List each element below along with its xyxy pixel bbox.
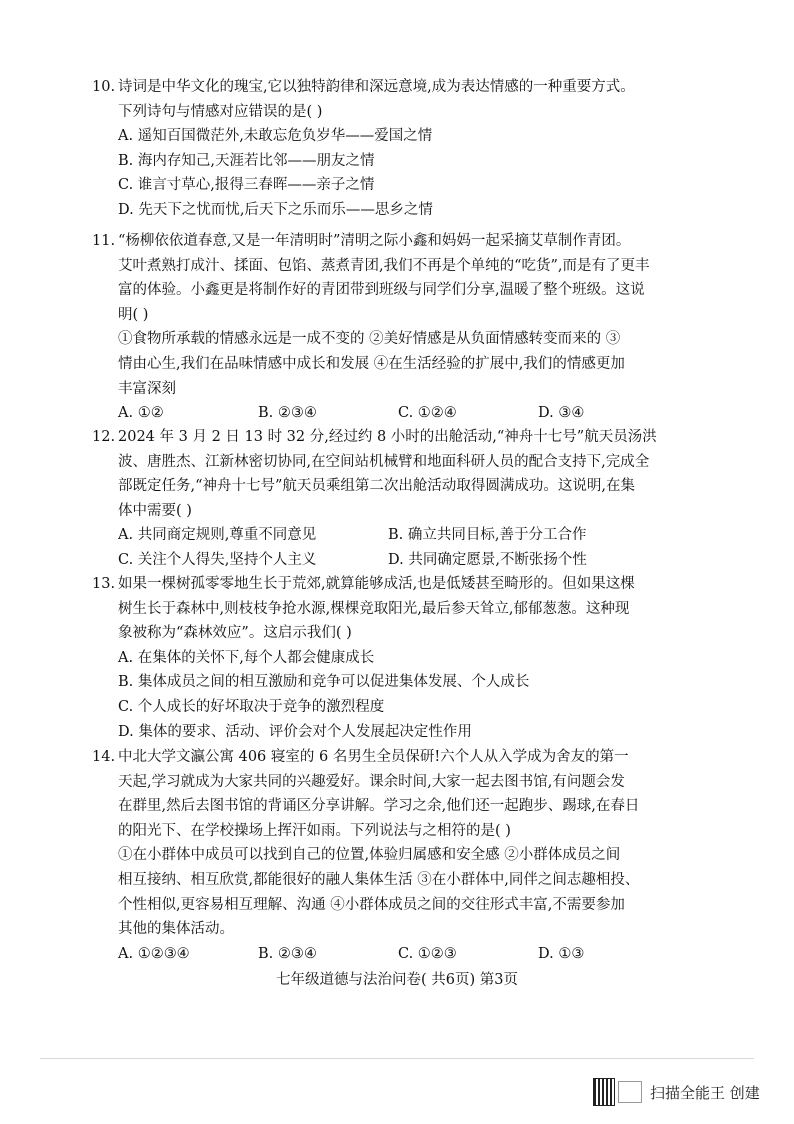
question-stem: 艾叶煮熟打成汁、揉面、包馅、蒸煮青团,我们不再是个单纯的“吃货”,而是有了更丰 — [118, 257, 650, 274]
question-stem: 波、唐胜杰、江新林密切协同,在空间站机械臂和地面科研人员的配合支持下,完成全 — [118, 453, 650, 470]
question-10 — [92, 75, 712, 223]
question-number: 10. — [92, 79, 116, 95]
option-c: C. ①②③ — [398, 945, 457, 962]
question-stem: 象被称为“森林效应”。这启示我们( ) — [118, 625, 352, 642]
question-stem: 部既定任务,“神舟十七号”航天员乘组第二次出舱活动取得圆满成功。这说明,在集 — [118, 478, 636, 495]
option-a: A. ①②③④ — [118, 945, 190, 962]
question-stem: 天起,学习就成为大家共同的兴趣爱好。课余时间,大家一起去图书馆,有问题会发 — [118, 773, 625, 790]
watermark-text: 扫描全能王 创建 — [650, 1083, 760, 1102]
option-b: B. 确立共同目标,善于分工合作 — [388, 527, 587, 544]
statement-line: 相互接纳、相互欣赏,都能很好的融人集体生活 ③在小群体中,同伴之间志趣相投、 — [118, 871, 640, 888]
option-d: D. 集体的要求、活动、评价会对个人发展起决定性作用 — [118, 723, 472, 740]
question-stem: 下列诗句与情感对应错误的是( ) — [118, 103, 323, 120]
question-stem: “杨柳依依道春意,又是一年清明时”清明之际小鑫和妈妈一起采摘艾草制作青团。 — [118, 233, 631, 249]
option-c: C. 个人成长的好坏取决于竞争的激烈程度 — [118, 698, 385, 715]
question-stem: 的阳光下、在学校操场上挥汗如雨。下列说法与之相符的是( ) — [118, 822, 511, 839]
options-row — [92, 523, 712, 548]
option-c: C. ①②④ — [398, 405, 457, 422]
option-d: D. ③④ — [538, 405, 585, 422]
options-row — [92, 401, 712, 426]
statement-line: 丰富深刻 — [118, 380, 176, 397]
camscanner-logo-icon — [618, 1081, 642, 1103]
option-b: B. ②③④ — [258, 405, 317, 422]
question-13 — [92, 572, 712, 744]
question-stem: 诗词是中华文化的瑰宝,它以独特韵律和深远意境,成为表达情感的一种重要方式。 — [118, 79, 635, 95]
question-stem: 2024 年 3 月 2 日 13 时 32 分,经过约 8 小时的出舱活动,“神舟十七号”航天员汤洪 — [118, 429, 657, 445]
question-stem: 树生长于森林中,则枝枝争抢水源,棵棵竞取阳光,最后参天耸立,郁郁葱葱。这种现 — [118, 600, 630, 617]
options-row — [92, 942, 712, 967]
option-c: C. 关注个人得失,坚持个人主义 — [118, 551, 317, 568]
question-stem: 富的体验。小鑫更是将制作好的青团带到班级与同学们分享,温暖了整个班级。这说 — [118, 282, 645, 299]
option-b: B. 海内存知己,天涯若比邻——朋友之情 — [118, 152, 375, 169]
option-d: D. ①③ — [538, 945, 585, 962]
qr-code-icon — [593, 1078, 615, 1106]
page-footer: 七年级道德与法治问卷( 共6页) 第3页 — [276, 972, 518, 988]
question-11 — [92, 229, 712, 426]
option-c: C. 谁言寸草心,报得三春晖——亲子之情 — [118, 177, 375, 194]
question-stem: 体中需要( ) — [118, 502, 192, 519]
question-stem: 中北大学文瀛公寓 406 寝室的 6 名男生全员保研!六个人从入学成为舍友的第一 — [118, 749, 629, 765]
statement-line: ①食物所承载的情感永远是一成不变的 ②美好情感是从负面情感转变而来的 ③ — [118, 331, 621, 348]
statement-line: ①在小群体中成员可以找到自己的位置,体验归属感和安全感 ②小群体成员之间 — [118, 847, 621, 864]
question-stem: 在群里,然后去图书馆的背诵区分享讲解。学习之余,他们还一起跑步、踢球,在春日 — [118, 798, 640, 815]
question-stem: 明( ) — [118, 306, 149, 323]
statement-line: 情由心生,我们在品味情感中成长和发展 ④在生活经验的扩展中,我们的情感更加 — [118, 355, 625, 372]
scanner-watermark — [593, 1078, 760, 1106]
divider — [40, 1058, 754, 1059]
question-number: 11. — [92, 233, 116, 249]
option-d: D. 共同确定愿景,不断张扬个性 — [388, 551, 587, 568]
question-number: 12. — [92, 429, 116, 445]
option-a: A. ①② — [118, 405, 164, 422]
option-b: B. ②③④ — [258, 945, 317, 962]
option-a: A. 在集体的关怀下,每个人都会健康成长 — [118, 649, 375, 666]
question-12 — [92, 425, 712, 573]
question-number: 14. — [92, 749, 116, 765]
option-d: D. 先天下之忧而忧,后天下之乐而乐——思乡之情 — [118, 201, 433, 218]
question-stem: 如果一棵树孤零零地生长于荒郊,就算能够成活,也是低矮甚至畸形的。但如果这棵 — [118, 576, 635, 592]
option-a: A. 共同商定规则,尊重不同意见 — [118, 527, 317, 544]
options-row — [92, 548, 712, 573]
statement-line: 个性相似,更容易相互理解、沟通 ④小群体成员之间的交往形式丰富,不需要参加 — [118, 896, 625, 913]
option-b: B. 集体成员之间的相互激励和竞争可以促进集体发展、个人成长 — [118, 674, 530, 691]
option-a: A. 遥知百国微茫外,未敢忘危负岁华——爱国之情 — [118, 128, 433, 145]
question-14 — [92, 745, 712, 966]
question-number: 13. — [92, 576, 116, 592]
statement-line: 其他的集体活动。 — [118, 921, 234, 938]
